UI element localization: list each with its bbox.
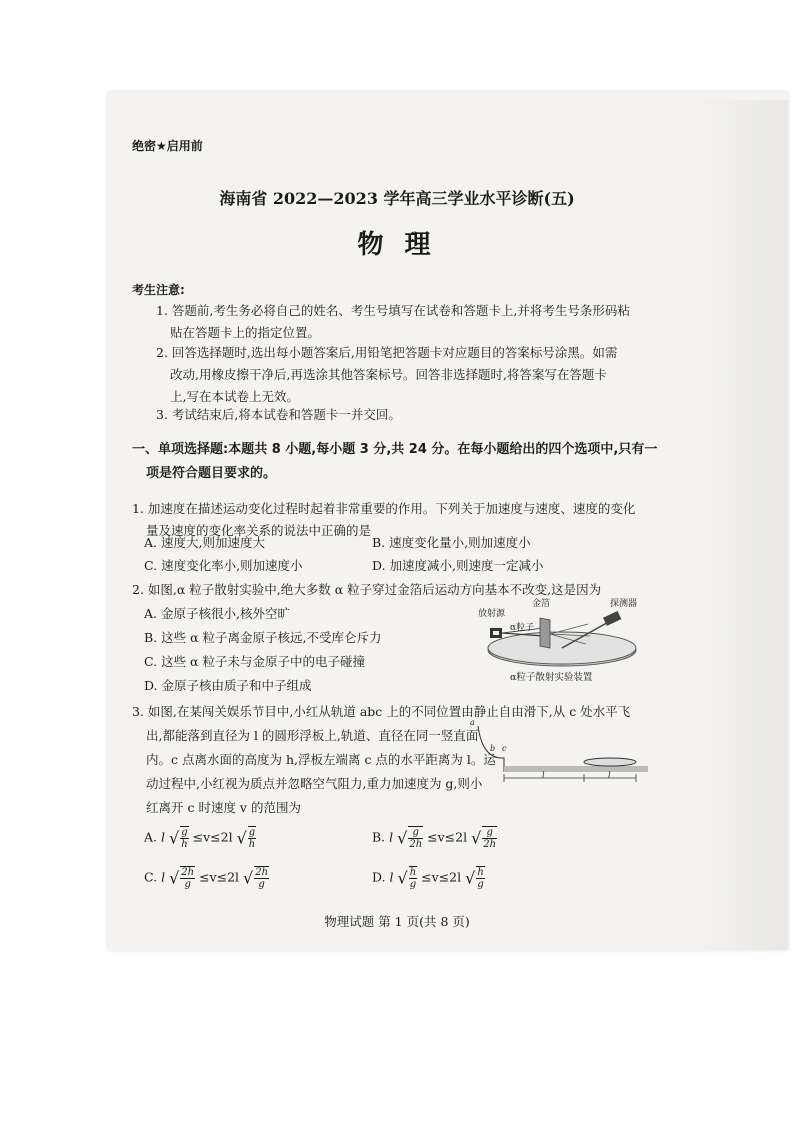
sqrt-symbol: √ xyxy=(243,868,254,888)
fraction xyxy=(409,867,417,890)
question-text: 红离开 c 时速度 v 的范围为 xyxy=(146,800,301,815)
track-point-c: c xyxy=(502,744,507,753)
sqrt-body xyxy=(180,866,195,890)
slide-track-diagram xyxy=(476,722,648,784)
notice-line: 1. 答题前,考生务必将自己的姓名、考生号填写在试卷和答题卡上,并将考生号条形码粘 xyxy=(156,303,630,318)
track-point-a: a xyxy=(470,718,475,727)
section-line: 一、单项选择题:本题共 8 小题,每小题 3 分,共 24 分。在每小题给出的四个选项中,只有一 xyxy=(132,442,658,457)
denominator: h xyxy=(248,839,256,850)
question-2: 2. 如图,α 粒子散射实验中,绝大多数 α 粒子穿过金箔后运动方向基本不改变,这是因为 xyxy=(132,582,602,597)
denominator: 2h xyxy=(483,839,497,850)
q1-option-a: A. 速度大,则加速度大 xyxy=(144,535,265,550)
question-text: 动过程中,小红视为质点并忽略空气阻力,重力加速度为 g,则小 xyxy=(146,776,483,791)
fraction xyxy=(476,867,484,890)
option-label: D. xyxy=(372,869,386,885)
notice-line: 改动,用橡皮擦干净后,再选涂其他答案标号。回答非选择题时,将答案写在答题卡 xyxy=(170,367,607,382)
numerator: h xyxy=(409,867,417,878)
q2-option-d: D. 金原子核由质子和中子组成 xyxy=(144,678,312,693)
track-point-b: b xyxy=(490,744,496,753)
denominator: g xyxy=(409,879,417,890)
relation: ≤v≤2l xyxy=(192,829,233,845)
q3-option-b xyxy=(372,826,497,850)
sqrt-symbol: √ xyxy=(168,828,180,848)
math-var: l xyxy=(389,829,394,845)
sqrt-symbol: √ xyxy=(236,828,247,848)
q3-option-a xyxy=(144,826,256,850)
relation: ≤v≤2l xyxy=(199,869,240,885)
question-text: 1. 加速度在描述运动变化过程时起着非常重要的作用。下列关于加速度与速度、速度的变化 xyxy=(132,501,636,516)
sqrt-body xyxy=(476,866,484,890)
numerator: g xyxy=(408,827,423,839)
fraction xyxy=(408,827,423,850)
distance-label-l1: l xyxy=(542,771,545,780)
denominator: g xyxy=(258,879,265,890)
question-text: 量及速度的变化率关系的说法中正确的是 xyxy=(146,523,372,538)
section-line: 项是符合题目要求的。 xyxy=(146,466,277,481)
denominator: g xyxy=(477,879,484,890)
numerator: 2h xyxy=(181,867,195,878)
relation: ≤v≤2l xyxy=(427,829,468,845)
numerator: 2h xyxy=(255,867,269,878)
numerator: g xyxy=(482,827,497,839)
figure-caption: α粒子散射实验装置 xyxy=(510,672,593,683)
notice-line: 3. 考试结束后,将本试卷和答题卡一并交回。 xyxy=(156,407,401,422)
sqrt-symbol: √ xyxy=(465,868,476,888)
relation: ≤v≤2l xyxy=(421,869,462,885)
exam-title: 海南省 2022—2023 学年高三学业水平诊断(五) xyxy=(219,189,575,208)
notice-item-2 xyxy=(156,342,656,408)
q2-option-c: C. 这些 α 粒子未与金原子中的电子碰撞 xyxy=(144,654,365,669)
option-label: C. xyxy=(144,869,158,885)
denominator: 2h xyxy=(409,839,423,850)
distance-label-l2: l xyxy=(608,771,611,780)
notice-heading: 考生注意: xyxy=(132,283,185,297)
q1-option-b: B. 速度变化量小,则加速度小 xyxy=(372,535,531,550)
q2-option-a: A. 金原子核很小,核外空旷 xyxy=(144,606,290,621)
q2-option-b: B. 这些 α 粒子离金原子核远,不受库仑斥力 xyxy=(144,630,382,645)
figure-label-detector: 探测器 xyxy=(610,599,638,609)
math-var: l xyxy=(161,869,166,885)
question-text: 出,都能落到直径为 l 的圆形浮板上,轨道、直径在同一竖直面 xyxy=(146,728,479,743)
math-var: l xyxy=(389,869,394,885)
numerator: g xyxy=(248,827,256,838)
notice-item-3 xyxy=(156,404,656,426)
q1-option-d: D. 加速度减小,则速度一定减小 xyxy=(372,558,544,573)
numerator: g xyxy=(181,827,188,838)
sqrt-body xyxy=(180,826,188,850)
page-footer: 物理试题 第 1 页(共 8 页) xyxy=(324,914,470,929)
notice-line: 2. 回答选择题时,选出每小题答案后,用铅笔把答题卡对应题目的答案标号涂黑。如需 xyxy=(156,345,618,360)
sqrt-symbol: √ xyxy=(397,828,408,848)
denominator: h xyxy=(181,839,188,850)
q3-option-d xyxy=(372,866,485,890)
fraction xyxy=(180,867,195,890)
section-1-heading xyxy=(132,438,662,486)
fraction xyxy=(248,827,256,850)
math-var: l xyxy=(161,829,165,845)
option-label: A. xyxy=(144,829,158,845)
sqrt-body xyxy=(482,826,497,850)
fraction xyxy=(180,827,188,850)
option-label: B. xyxy=(372,829,386,845)
sqrt-body xyxy=(408,826,423,850)
slide-figure xyxy=(470,718,648,784)
denominator: g xyxy=(184,879,191,890)
figure-label-particle: α粒子 xyxy=(510,623,535,633)
numerator: h xyxy=(477,867,484,878)
notice-line: 贴在答题卡上的指定位置。 xyxy=(170,325,321,340)
sqrt-symbol: √ xyxy=(169,868,180,888)
question-text: 3. 如图,在某闯关娱乐节目中,小红从轨道 abc 上的不同位置由静止自由滑下,从 c 处水平飞 xyxy=(132,704,631,719)
sqrt-body xyxy=(254,866,269,890)
sqrt-symbol: √ xyxy=(471,828,482,848)
q1-option-c: C. 速度变化率小,则加速度小 xyxy=(144,558,303,573)
notice-line: 上,写在本试卷上无效。 xyxy=(170,389,299,404)
figure-label-source: 放射源 xyxy=(478,609,506,619)
confidential-label: 绝密★启用前 xyxy=(132,139,203,153)
sqrt-body xyxy=(409,866,417,890)
figure-label-foil: 金箔 xyxy=(532,599,551,609)
sqrt-body xyxy=(248,826,256,850)
question-text: 内。c 点离水面的高度为 h,浮板左端离 c 点的水平距离为 l。运 xyxy=(146,752,496,767)
fraction xyxy=(482,827,497,850)
fraction xyxy=(254,867,269,890)
notice-item-1 xyxy=(156,300,656,344)
q3-option-c xyxy=(144,866,269,890)
subject-title: 物 理 xyxy=(357,230,437,260)
sqrt-symbol: √ xyxy=(397,868,408,888)
